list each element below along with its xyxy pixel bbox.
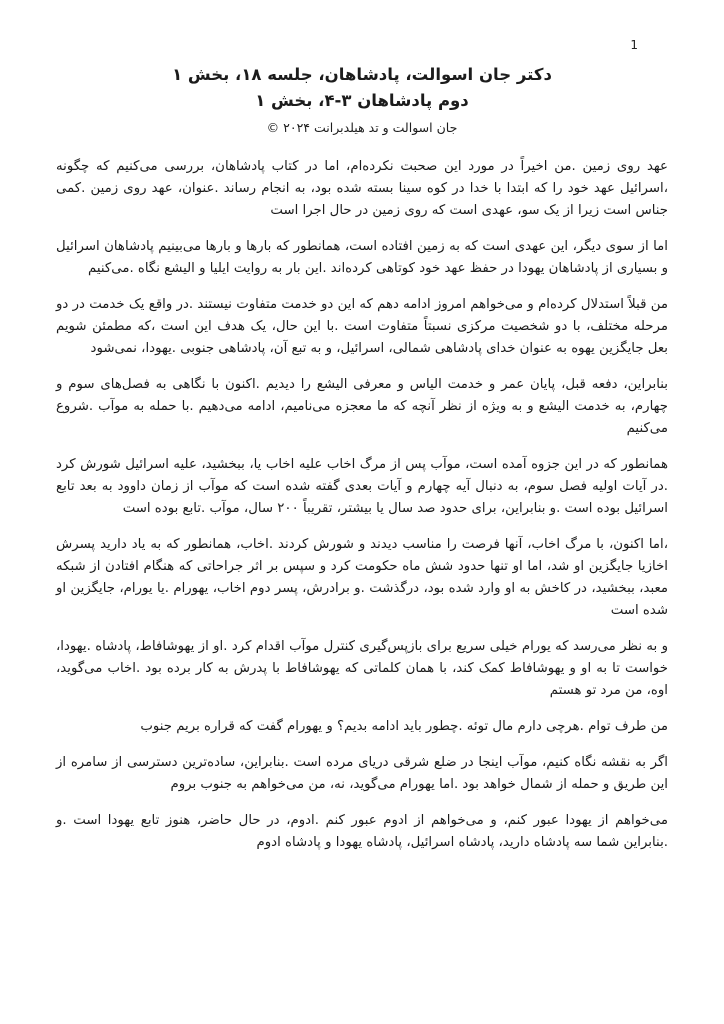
paragraph-5: همانطور که در این جزوه آمده است، موآب پس از مرگ اخاب علیه اخاب یا، ببخشید، علیه اسرائیل شورش کرد .در آیات اولیه فصل سوم، به دنبال آیه چهارم و آیات بعدی گفته شده است که موآب از زمان داوود به بعد تابع اسرائیل بوده است .و بنابراین، برای حدود صد سال یا بیشتر، تقریباً ۲۰۰ سال، موآب .تابع بوده است: [56, 456, 668, 516]
paragraph-10: می‌خواهم از یهودا عبور کنم، و می‌خواهم از ادوم عبور کنم .ادوم، در حال حاضر، هنوز تابع یهودا است .و .بنابراین شما سه پادشاه دارید، پادشاه اسرائیل، پادشاه یهودا و پادشاه ادوم: [56, 812, 668, 850]
paragraph-3: من قبلاً استدلال کرده‌ام و می‌خواهم امروز ادامه دهم که این دو خدمت متفاوت نیستند .در واقع یک خدمت در دو مرحله مختلف، با دو شخصیت مرکزی نسبتاً متفاوت است .با این حال، یک هدف این است ،که مطمئن شویم بعل جایگزین یهوه به عنوان خدای پادشاهی شمالی، اسرائیل، و به تبع آن، پادشاهی جنوبی .یهودا، نمی‌شود: [56, 296, 668, 356]
paragraph-1: عهد روی زمین .من اخیراً در مورد این صحبت نکرده‌ام، اما در کتاب پادشاهان، بررسی می‌کنیم که چگونه ،اسرائیل عهد خود را که ابتدا با خدا در کوه سینا بسته شده بود، به انجام رساند .عنوان، عهد روی زمین .کمی جناس است زیرا از یک سو، عهدی است که روی زمین در حال اجرا است: [56, 158, 668, 218]
paragraph-9: اگر به نقشه نگاه کنیم، موآب اینجا در ضلع شرقی دریای مرده است .بنابراین، ساده‌ترین دسترسی از سامره از این طریق و حمله از شمال خواهد بود .اما یهورام می‌گوید، نه، من می‌خواهم به جنوب بروم: [56, 754, 668, 792]
page-number: 1: [630, 38, 638, 52]
paragraph-6: ،اما اکنون، با مرگ اخاب، آنها فرصت را مناسب دیدند و شورش کردند .اخاب، همانطور که به یاد دارید پسرش اخازیا جایگزین او شد، اما او تنها حدود شش ماه حکومت کرد و سپس بر اثر جراحاتی که هنگام افتادن از شبکه معبد، ببخشید، در کاخش به او وارد شده بود، درگذشت .و برادرش، پسر دوم اخاب، یهورام .یا یورام، جایگزین او شده است: [56, 536, 668, 618]
paragraph-4: بنابراین، دفعه قبل، پایان عمر و خدمت الیاس و معرفی الیشع را دیدیم .اکنون با نگاهی به فصل‌های سوم و چهارم، به خدمت الیشع و به ویژه از نظر آنچه که ما معجزه می‌نامیم، ادامه می‌دهیم .با حمله به موآب .شروع می‌کنیم: [56, 376, 668, 436]
document-title-line2: دوم پادشاهان ۳-۴، بخش ۱: [255, 90, 469, 110]
paragraph-8: من طرف توام .هرچی دارم مال توئه .چطور باید ادامه بدیم؟ و یهورام گفت که قراره بریم جنوب: [140, 718, 668, 734]
copyright-line: جان اسوالت و تد هیلدبرانت ۲۰۲۴ ©: [266, 120, 458, 136]
document-title-line1: دکتر جان اسوالت، پادشاهان، جلسه ۱۸، بخش ۱: [172, 65, 552, 84]
paragraph-2: اما از سوی دیگر، این عهدی است که به زمین افتاده است، همانطور که بارها و بارها می‌بینیم پادشاهان اسرائیل و بسیاری از پادشاهان یهودا در حفظ عهد خود کوتاهی کرده‌اند .این بار به روایت ایلیا و الیشع نگاه .می‌کنیم: [56, 238, 668, 276]
paragraph-7: و به نظر می‌رسد که یورام خیلی سریع برای بازپس‌گیری کنترل موآب اقدام کرد .او از یهوشافاط، پادشاه .یهودا، خواست تا به او و یهوشافاط کمک کند، با همان کلماتی که یهوشافاط با پدرش به کار برده بود .اخاب می‌گوید، اوه، من مرد تو هستم: [56, 638, 668, 698]
title-block: [56, 62, 668, 138]
document-body: [56, 156, 668, 854]
